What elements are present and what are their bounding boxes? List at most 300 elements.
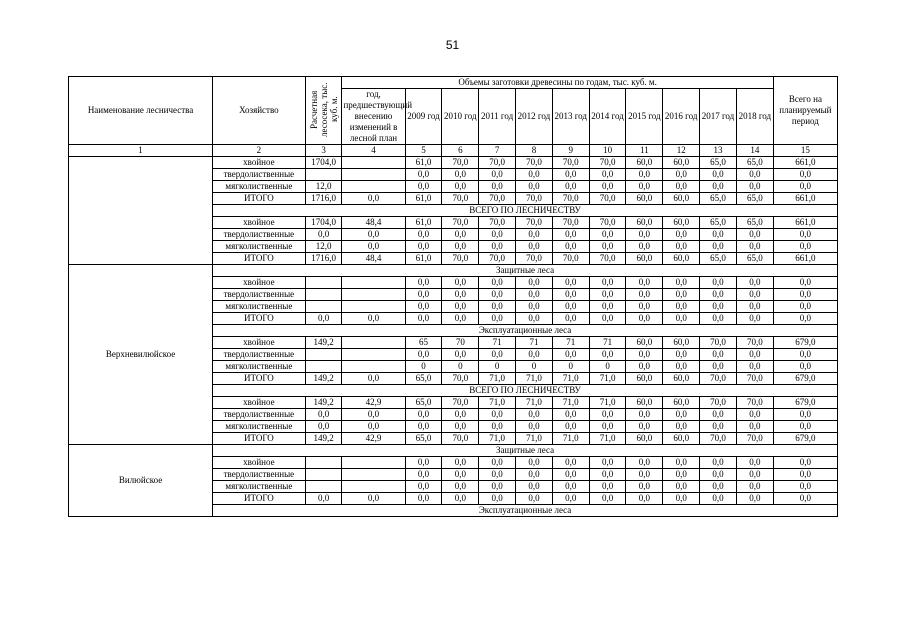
farm-cell: твердолиственные	[213, 409, 306, 421]
farm-cell: твердолиственные	[213, 349, 306, 361]
table-cell: 65,0	[405, 433, 442, 445]
table-cell: 0,0	[663, 409, 700, 421]
table-cell: 0,0	[700, 289, 737, 301]
table-cell: 65,0	[736, 217, 773, 229]
table-cell: 0,0	[663, 289, 700, 301]
farm-cell: мягколиственные	[213, 181, 306, 193]
table-cell: 0,0	[516, 409, 553, 421]
table-cell: 0,0	[442, 277, 479, 289]
table-cell: 71,0	[516, 433, 553, 445]
table-cell	[305, 277, 342, 289]
table-cell: 60,0	[663, 157, 700, 169]
table-cell: 679,0	[773, 433, 837, 445]
table-cell: 0,0	[626, 361, 663, 373]
table-cell: 0,0	[442, 229, 479, 241]
column-number: 7	[479, 145, 516, 157]
table-cell: 70,0	[442, 193, 479, 205]
table-cell: 0,0	[442, 181, 479, 193]
table-cell: 42,9	[342, 433, 405, 445]
table-cell: 60,0	[626, 193, 663, 205]
table-cell: 0,0	[773, 169, 837, 181]
table-cell: 0,0	[479, 229, 516, 241]
table-cell: 0	[552, 361, 589, 373]
table-cell: 0,0	[700, 241, 737, 253]
header-year: 2011 год	[479, 89, 516, 145]
table-cell: 0,0	[626, 457, 663, 469]
table-cell: 0,0	[700, 229, 737, 241]
table-cell: 0,0	[479, 181, 516, 193]
table-cell: 0,0	[589, 493, 626, 505]
table-cell: 0,0	[405, 301, 442, 313]
table-cell: 0	[442, 361, 479, 373]
table-cell: 0,0	[442, 409, 479, 421]
column-number: 4	[342, 145, 405, 157]
table-cell: 0,0	[736, 241, 773, 253]
table-cell: 149,2	[305, 433, 342, 445]
table-cell: 0,0	[479, 481, 516, 493]
table-cell: 0,0	[442, 301, 479, 313]
table-cell: 71,0	[552, 433, 589, 445]
table-cell	[305, 289, 342, 301]
table-cell: 1704,0	[305, 157, 342, 169]
table-cell	[342, 349, 405, 361]
table-cell: 0,0	[552, 349, 589, 361]
table-cell: 0,0	[342, 241, 405, 253]
table-cell: 60,0	[626, 373, 663, 385]
table-cell: 0,0	[552, 481, 589, 493]
table-cell: 0,0	[700, 469, 737, 481]
section-row	[69, 265, 838, 277]
table-cell: 0,0	[516, 229, 553, 241]
table-cell: 0,0	[773, 421, 837, 433]
table-cell: 0,0	[663, 169, 700, 181]
table-cell: 0,0	[479, 241, 516, 253]
table-cell: 0,0	[663, 361, 700, 373]
table-cell: 70,0	[442, 433, 479, 445]
farm-cell: хвойное	[213, 337, 306, 349]
table-cell: 0,0	[516, 301, 553, 313]
farm-cell: ИТОГО	[213, 373, 306, 385]
table-cell: 70,0	[700, 397, 737, 409]
table-cell: 0,0	[342, 493, 405, 505]
table-cell: 0,0	[626, 349, 663, 361]
table-cell	[305, 361, 342, 373]
table-cell: 0,0	[516, 493, 553, 505]
table-cell: 60,0	[663, 433, 700, 445]
table-cell: 0,0	[626, 481, 663, 493]
column-number: 1	[69, 145, 213, 157]
table-cell: 70,0	[442, 217, 479, 229]
farm-cell: ИТОГО	[213, 253, 306, 265]
table-cell: 149,2	[305, 373, 342, 385]
table-cell: 0,0	[700, 349, 737, 361]
table-cell: 70,0	[700, 337, 737, 349]
table-cell: 0,0	[589, 349, 626, 361]
table-cell: 0,0	[342, 193, 405, 205]
table-cell: 0,0	[626, 229, 663, 241]
table-cell: 71,0	[589, 433, 626, 445]
table-cell: 70	[442, 337, 479, 349]
table-cell: 0,0	[700, 313, 737, 325]
farm-cell: ИТОГО	[213, 433, 306, 445]
table-cell: 0,0	[305, 229, 342, 241]
farm-cell: хвойное	[213, 397, 306, 409]
table-cell: 0,0	[773, 469, 837, 481]
table-cell: 48,4	[342, 253, 405, 265]
table-cell: 0,0	[516, 181, 553, 193]
table-cell: 0,0	[663, 481, 700, 493]
farm-cell: хвойное	[213, 277, 306, 289]
table-cell: 0,0	[700, 301, 737, 313]
table-cell: 0,0	[626, 181, 663, 193]
table-cell: 0,0	[773, 409, 837, 421]
header-calc-cutting-label: Расчетная лесосека, тыс. куб. м.	[308, 81, 339, 137]
table-cell: 0,0	[552, 409, 589, 421]
table-cell: 61,0	[405, 193, 442, 205]
table-cell: 60,0	[663, 253, 700, 265]
table-cell: 0,0	[736, 349, 773, 361]
table-cell: 0,0	[626, 277, 663, 289]
table-cell: 661,0	[773, 193, 837, 205]
column-number: 11	[626, 145, 663, 157]
table-cell: 0,0	[626, 313, 663, 325]
table-cell: 0,0	[626, 421, 663, 433]
table-cell	[305, 481, 342, 493]
farm-cell: ИТОГО	[213, 193, 306, 205]
header-volumes-title: Объемы заготовки древесины по годам, тыс. куб. м.	[342, 77, 773, 89]
section-label: ВСЕГО ПО ЛЕСНИЧЕСТВУ	[213, 205, 838, 217]
table-cell: 65,0	[700, 217, 737, 229]
table-cell: 0,0	[552, 313, 589, 325]
table-cell	[342, 481, 405, 493]
table-cell	[342, 169, 405, 181]
table-cell: 0,0	[663, 493, 700, 505]
table-cell	[305, 169, 342, 181]
table-cell: 0,0	[589, 457, 626, 469]
farm-cell: твердолиственные	[213, 169, 306, 181]
column-number: 8	[516, 145, 553, 157]
table-cell: 0,0	[736, 409, 773, 421]
table-cell: 0,0	[552, 493, 589, 505]
table-cell: 0,0	[305, 313, 342, 325]
table-cell: 61,0	[405, 217, 442, 229]
header-total: Всего на планируемый период	[773, 77, 837, 145]
column-number: 10	[589, 145, 626, 157]
table-cell: 0,0	[305, 493, 342, 505]
table-cell: 60,0	[626, 253, 663, 265]
table-cell: 0,0	[626, 169, 663, 181]
table-cell: 0	[479, 361, 516, 373]
table-cell: 70,0	[589, 217, 626, 229]
table-cell: 70,0	[516, 157, 553, 169]
header-calc-cutting	[305, 77, 342, 145]
farm-cell: хвойное	[213, 157, 306, 169]
table-cell: 0,0	[516, 469, 553, 481]
table-cell: 0,0	[479, 289, 516, 301]
farm-cell: мягколиственные	[213, 481, 306, 493]
table-cell: 0,0	[589, 469, 626, 481]
table-cell: 70,0	[589, 253, 626, 265]
table-cell: 0,0	[589, 421, 626, 433]
table-cell: 65,0	[700, 253, 737, 265]
table-cell: 71,0	[589, 373, 626, 385]
table-cell: 0,0	[589, 169, 626, 181]
table-cell: 71,0	[516, 397, 553, 409]
table-cell: 60,0	[626, 337, 663, 349]
table-cell: 0,0	[700, 421, 737, 433]
header-forestry-name: Наименование лесничества	[69, 77, 213, 145]
table-cell: 149,2	[305, 397, 342, 409]
table-cell: 65,0	[405, 397, 442, 409]
farm-cell: мягколиственные	[213, 241, 306, 253]
header-farm: Хозяйство	[213, 77, 306, 145]
table-cell: 0,0	[552, 169, 589, 181]
table-cell: 60,0	[663, 193, 700, 205]
table-cell: 0,0	[479, 421, 516, 433]
table-cell: 0,0	[552, 241, 589, 253]
table-cell	[342, 277, 405, 289]
table-cell: 65,0	[405, 373, 442, 385]
table-cell: 71,0	[552, 373, 589, 385]
table-cell: 70,0	[736, 337, 773, 349]
table-cell: 0,0	[773, 301, 837, 313]
table-cell: 0,0	[589, 313, 626, 325]
table-cell: 0,0	[442, 469, 479, 481]
farm-cell: мягколиственные	[213, 361, 306, 373]
table-cell: 70,0	[552, 157, 589, 169]
table-cell: 0,0	[305, 421, 342, 433]
column-number: 3	[305, 145, 342, 157]
section-row	[69, 445, 838, 457]
table-cell	[342, 469, 405, 481]
column-number: 15	[773, 145, 837, 157]
table-cell: 60,0	[663, 217, 700, 229]
table-cell: 71,0	[552, 397, 589, 409]
table-cell: 0	[516, 361, 553, 373]
table-body	[69, 157, 838, 517]
table-cell: 0,0	[736, 481, 773, 493]
table-cell: 0,0	[405, 169, 442, 181]
table-cell: 0,0	[552, 457, 589, 469]
table-cell: 0,0	[442, 481, 479, 493]
table-cell	[305, 301, 342, 313]
table-cell: 0,0	[442, 493, 479, 505]
forestry-name-cell	[69, 157, 213, 265]
table-cell	[342, 361, 405, 373]
table-cell: 71	[589, 337, 626, 349]
column-number: 14	[736, 145, 773, 157]
table-cell: 0,0	[479, 349, 516, 361]
table-cell: 0,0	[736, 169, 773, 181]
table-cell: 0,0	[589, 181, 626, 193]
farm-cell: твердолиственные	[213, 229, 306, 241]
table-cell: 0,0	[626, 301, 663, 313]
header-year: 2017 год	[700, 89, 737, 145]
table-cell: 0,0	[700, 169, 737, 181]
table-cell: 71,0	[479, 373, 516, 385]
table-cell: 0,0	[663, 229, 700, 241]
table-cell: 0,0	[700, 493, 737, 505]
table-cell: 0,0	[405, 349, 442, 361]
table-cell: 0,0	[479, 313, 516, 325]
section-label: Защитные леса	[213, 265, 838, 277]
table-cell: 0,0	[552, 421, 589, 433]
header-year: 2014 год	[589, 89, 626, 145]
table-cell: 70,0	[736, 433, 773, 445]
header-year: 2012 год	[516, 89, 553, 145]
forestry-name-cell: Верхневилюйское	[69, 265, 213, 445]
table-cell: 0,0	[442, 349, 479, 361]
table-cell: 0,0	[552, 301, 589, 313]
table-cell: 0,0	[736, 301, 773, 313]
table-cell: 0,0	[626, 493, 663, 505]
table-cell: 0,0	[342, 313, 405, 325]
table-cell: 0,0	[405, 229, 442, 241]
table-cell: 0	[405, 361, 442, 373]
table-cell: 70,0	[589, 157, 626, 169]
table-cell: 71	[479, 337, 516, 349]
table-cell: 70,0	[700, 373, 737, 385]
farm-cell: ИТОГО	[213, 313, 306, 325]
table-cell: 679,0	[773, 337, 837, 349]
column-number: 2	[213, 145, 306, 157]
table-cell: 0,0	[700, 457, 737, 469]
table-cell: 70,0	[589, 193, 626, 205]
table-cell: 70,0	[552, 253, 589, 265]
header-year: 2010 год	[442, 89, 479, 145]
table-cell: 1704,0	[305, 217, 342, 229]
table-cell: 0,0	[736, 229, 773, 241]
table-cell: 1716,0	[305, 253, 342, 265]
table-cell: 0,0	[773, 229, 837, 241]
table-cell: 0,0	[405, 241, 442, 253]
table-cell: 0,0	[342, 229, 405, 241]
table-cell: 0,0	[405, 481, 442, 493]
table-cell: 0,0	[442, 241, 479, 253]
table-cell: 60,0	[663, 373, 700, 385]
table-cell: 70,0	[479, 157, 516, 169]
table-cell: 65,0	[736, 157, 773, 169]
farm-cell: мягколиственные	[213, 421, 306, 433]
table-cell: 71,0	[479, 433, 516, 445]
table-cell: 0,0	[405, 421, 442, 433]
farm-cell: мягколиственные	[213, 301, 306, 313]
table-cell: 0,0	[663, 421, 700, 433]
table-cell: 60,0	[626, 397, 663, 409]
table-cell: 0,0	[479, 469, 516, 481]
section-label: Эксплуатационные леса	[213, 325, 838, 337]
harvest-volume-table	[68, 76, 838, 517]
table-cell: 0,0	[589, 277, 626, 289]
table-cell: 70,0	[479, 217, 516, 229]
table-cell: 661,0	[773, 217, 837, 229]
table-cell: 0,0	[663, 181, 700, 193]
table-cell: 71	[552, 337, 589, 349]
table-cell: 0,0	[663, 469, 700, 481]
table-cell: 0,0	[516, 349, 553, 361]
table-cell: 65,0	[736, 193, 773, 205]
table-cell: 0,0	[405, 457, 442, 469]
table-cell: 70,0	[479, 193, 516, 205]
table-cell: 0,0	[663, 457, 700, 469]
table-cell: 0,0	[405, 289, 442, 301]
table-cell: 0,0	[479, 277, 516, 289]
section-label: Защитные леса	[213, 445, 838, 457]
table-cell: 661,0	[773, 157, 837, 169]
table-cell: 1716,0	[305, 193, 342, 205]
table-cell: 0,0	[516, 313, 553, 325]
table-cell: 0,0	[479, 493, 516, 505]
table-cell: 0,0	[589, 229, 626, 241]
table-cell: 65,0	[700, 193, 737, 205]
table-cell: 0,0	[479, 457, 516, 469]
table-cell: 60,0	[663, 397, 700, 409]
table-cell	[342, 457, 405, 469]
table-cell: 0,0	[405, 409, 442, 421]
table-cell: 70,0	[552, 193, 589, 205]
table-cell: 0	[589, 361, 626, 373]
table-cell	[342, 157, 405, 169]
table-cell: 0,0	[442, 457, 479, 469]
table-cell: 70,0	[479, 253, 516, 265]
table-cell: 0,0	[342, 373, 405, 385]
table-cell: 0,0	[773, 493, 837, 505]
section-label: Эксплуатационные леса	[213, 505, 838, 517]
table-cell: 65,0	[736, 253, 773, 265]
table-cell: 70,0	[736, 397, 773, 409]
table-cell: 0,0	[773, 181, 837, 193]
table-cell: 0,0	[736, 361, 773, 373]
table-cell	[342, 289, 405, 301]
table-cell: 0,0	[626, 241, 663, 253]
table-cell: 70,0	[516, 217, 553, 229]
section-label: ВСЕГО ПО ЛЕСНИЧЕСТВУ	[213, 385, 838, 397]
table-cell	[342, 301, 405, 313]
column-number: 6	[442, 145, 479, 157]
header-year: 2009 год	[405, 89, 442, 145]
table-cell	[305, 469, 342, 481]
table-cell: 48,4	[342, 217, 405, 229]
table-cell: 0,0	[442, 313, 479, 325]
table-cell: 661,0	[773, 253, 837, 265]
column-number: 5	[405, 145, 442, 157]
table-cell: 0,0	[552, 181, 589, 193]
table-cell: 12,0	[305, 181, 342, 193]
table-cell: 60,0	[626, 217, 663, 229]
table-cell: 0,0	[405, 469, 442, 481]
table-cell: 0,0	[663, 301, 700, 313]
table-cell: 0,0	[589, 289, 626, 301]
farm-cell: твердолиственные	[213, 469, 306, 481]
header-year: 2016 год	[663, 89, 700, 145]
table-cell: 0,0	[773, 349, 837, 361]
table-cell: 0,0	[442, 421, 479, 433]
table-cell: 0,0	[736, 493, 773, 505]
table-cell: 0,0	[773, 289, 837, 301]
table-cell: 0,0	[516, 241, 553, 253]
table-cell: 0,0	[773, 241, 837, 253]
table-cell: 0,0	[516, 277, 553, 289]
table-cell: 71,0	[516, 373, 553, 385]
table-cell: 65,0	[700, 157, 737, 169]
table-cell	[342, 337, 405, 349]
table-cell: 0,0	[736, 313, 773, 325]
table-cell: 0,0	[773, 277, 837, 289]
table-cell: 0,0	[700, 361, 737, 373]
table-cell: 70,0	[700, 433, 737, 445]
table-cell: 0,0	[516, 169, 553, 181]
table-cell: 70,0	[442, 253, 479, 265]
